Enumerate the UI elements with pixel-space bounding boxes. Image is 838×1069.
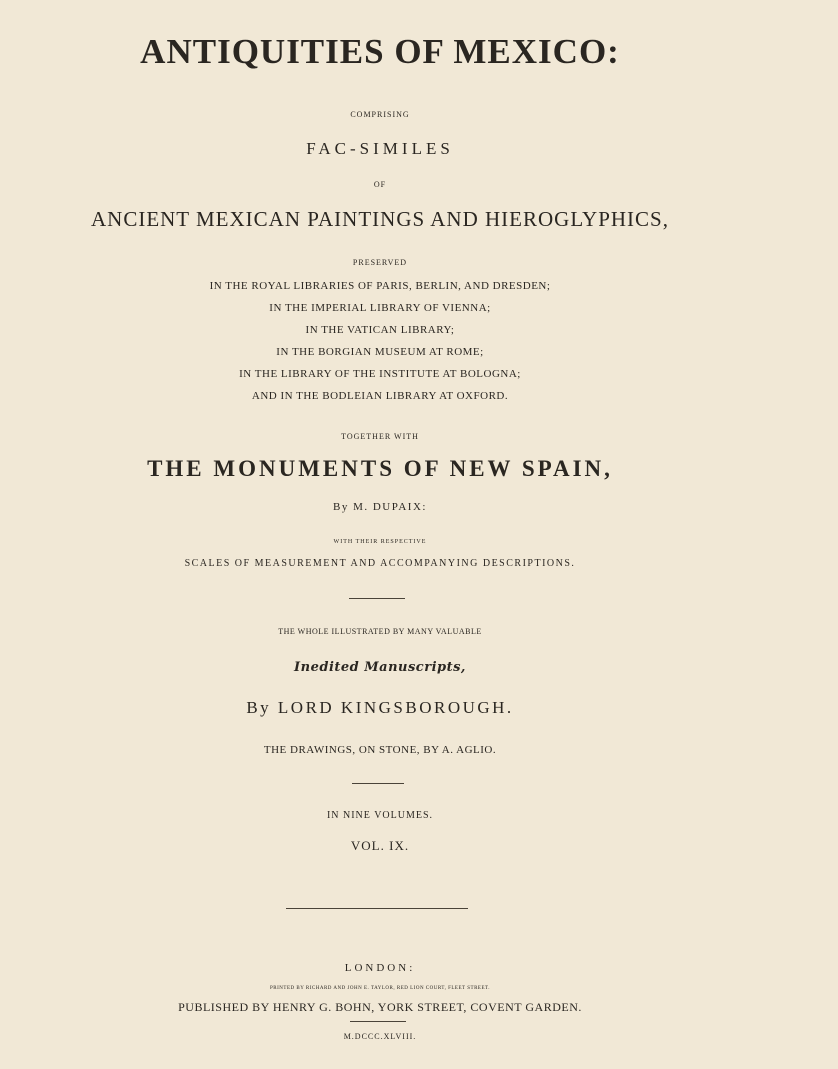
drawings-credit: THE DRAWINGS, ON STONE, BY A. AGLIO. (263, 744, 497, 756)
printer-line: PRINTED BY RICHARD AND JOHN E. TAYLOR, RED LION COURT, FLEET STREET. (270, 986, 490, 991)
author-byline: By LORD KINGSBOROUGH. (246, 698, 514, 717)
paintings-heading: ANCIENT MEXICAN PAINTINGS AND HIEROGLYPHICS, (90, 207, 669, 231)
divider (286, 908, 468, 909)
of-text: OF (373, 180, 387, 189)
together-text: TOGETHER WITH (341, 432, 419, 441)
illustrated-text: THE WHOLE ILLUSTRATED BY MANY VALUABLE (278, 627, 482, 636)
respective-text: WITH THEIR RESPECTIVE (333, 539, 427, 545)
library-line: IN THE BORGIAN MUSEUM AT ROME; (276, 346, 484, 358)
preserved-text: PRESERVED (352, 258, 408, 267)
book-title: ANTIQUITIES OF MEXICO: (140, 32, 620, 71)
comprising-text: COMPRISING (350, 110, 410, 119)
divider (349, 598, 405, 599)
library-line: AND IN THE BODLEIAN LIBRARY AT OXFORD. (251, 390, 509, 402)
divider (350, 1021, 406, 1022)
publication-year: M.DCCC.XLVIII. (343, 1032, 417, 1041)
divider (352, 783, 404, 784)
library-line: IN THE LIBRARY OF THE INSTITUTE AT BOLOGNA; (239, 368, 521, 380)
library-line: IN THE VATICAN LIBRARY; (305, 324, 455, 336)
library-line: IN THE IMPERIAL LIBRARY OF VIENNA; (269, 302, 491, 314)
scales-text: SCALES OF MEASUREMENT AND ACCOMPANYING DESCRIPTIONS. (184, 558, 576, 569)
dupaix-byline: By M. DUPAIX: (333, 501, 427, 513)
london-imprint: LONDON: (344, 962, 416, 974)
monuments-heading: THE MONUMENTS OF NEW SPAIN, (147, 456, 613, 481)
volume-number: VOL. IX. (350, 838, 410, 853)
facsimiles-heading: FAC-SIMILES (306, 139, 454, 158)
volumes-text: IN NINE VOLUMES. (326, 810, 434, 821)
publisher-line: PUBLISHED BY HENRY G. BOHN, YORK STREET, COVENT GARDEN. (178, 1000, 582, 1014)
library-line: IN THE ROYAL LIBRARIES OF PARIS, BERLIN, AND DRESDEN; (209, 280, 551, 292)
inedited-manuscripts: Inedited Manuscripts, (294, 660, 466, 675)
